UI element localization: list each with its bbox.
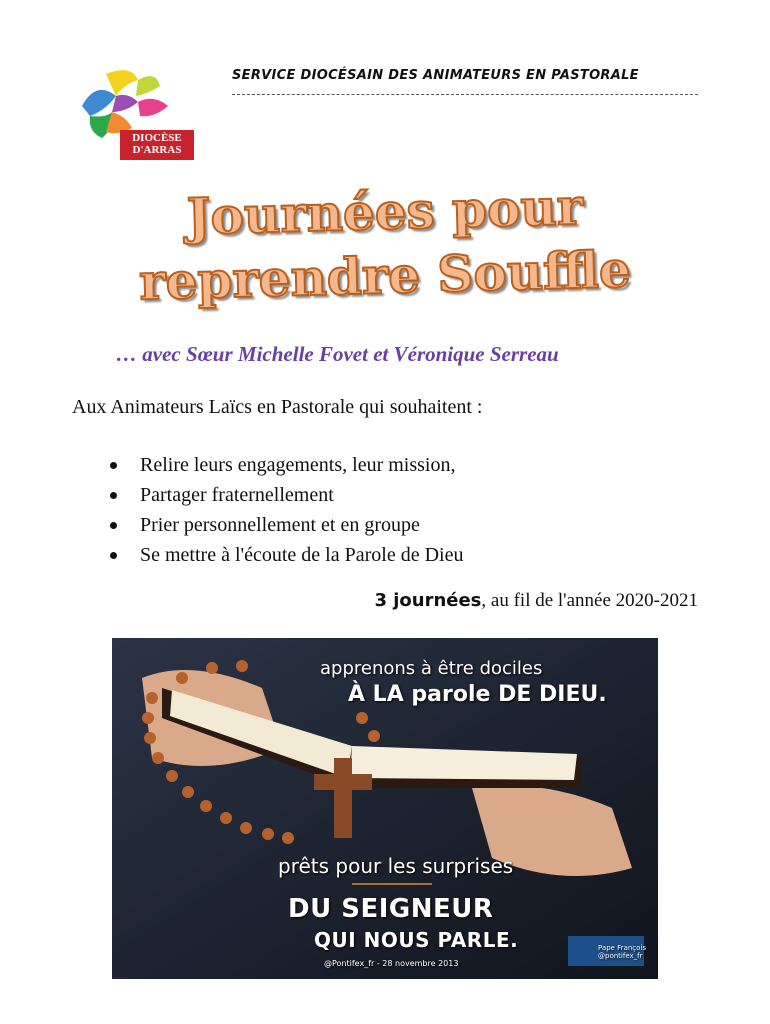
dates-rest: , au fil de l'année 2020-2021: [481, 590, 698, 611]
poster-image: [112, 638, 658, 979]
poster-badge: Pape François @pontifex_fr: [598, 944, 647, 960]
list-item-text: Relire leurs engagements, leur mission,: [140, 454, 456, 476]
list-item-text: Partager fraternellement: [140, 484, 334, 506]
bullet-icon: [110, 462, 117, 469]
poster-line-5: QUI NOUS PARLE.: [314, 928, 519, 952]
list-item: [110, 510, 463, 540]
diocese-logo: [76, 66, 198, 162]
subtitle: … avec Sœur Michelle Fovet et Véronique Serreau: [116, 342, 559, 366]
list-item: [110, 450, 463, 480]
bullet-icon: [110, 522, 117, 529]
intro-text: Aux Animateurs Laïcs en Pastorale qui souhaitent :: [72, 396, 483, 418]
dates-count: 3 journées: [374, 590, 482, 611]
title-line-2: reprendre Souffle: [138, 239, 632, 312]
poster-line-1: apprenons à être dociles: [320, 658, 543, 679]
logo-line-1: DIOCÈSE: [132, 132, 182, 144]
dates-line: [374, 590, 698, 612]
bullet-icon: [110, 492, 117, 499]
poster-line-4: DU SEIGNEUR: [288, 894, 494, 924]
list-item: [110, 480, 463, 510]
title-line-1: Journées pour: [186, 176, 584, 247]
poster-line-3: prêts pour les surprises: [278, 854, 514, 878]
list-item: [110, 540, 463, 570]
poster-credit: @Pontifex_fr - 28 novembre 2013: [324, 959, 459, 968]
service-header: SERVICE DIOCÉSAIN DES ANIMATEURS EN PASTORALE: [232, 68, 639, 83]
bullet-icon: [110, 552, 117, 559]
objectives-list: [110, 450, 463, 570]
poster-line-2: À LA parole DE DIEU.: [348, 682, 607, 707]
logo-line-2: D'ARRAS: [132, 144, 182, 156]
list-item-text: Prier personnellement et en groupe: [140, 514, 420, 536]
list-item-text: Se mettre à l'écoute de la Parole de Dieu: [140, 544, 464, 566]
header-divider: [232, 94, 698, 95]
